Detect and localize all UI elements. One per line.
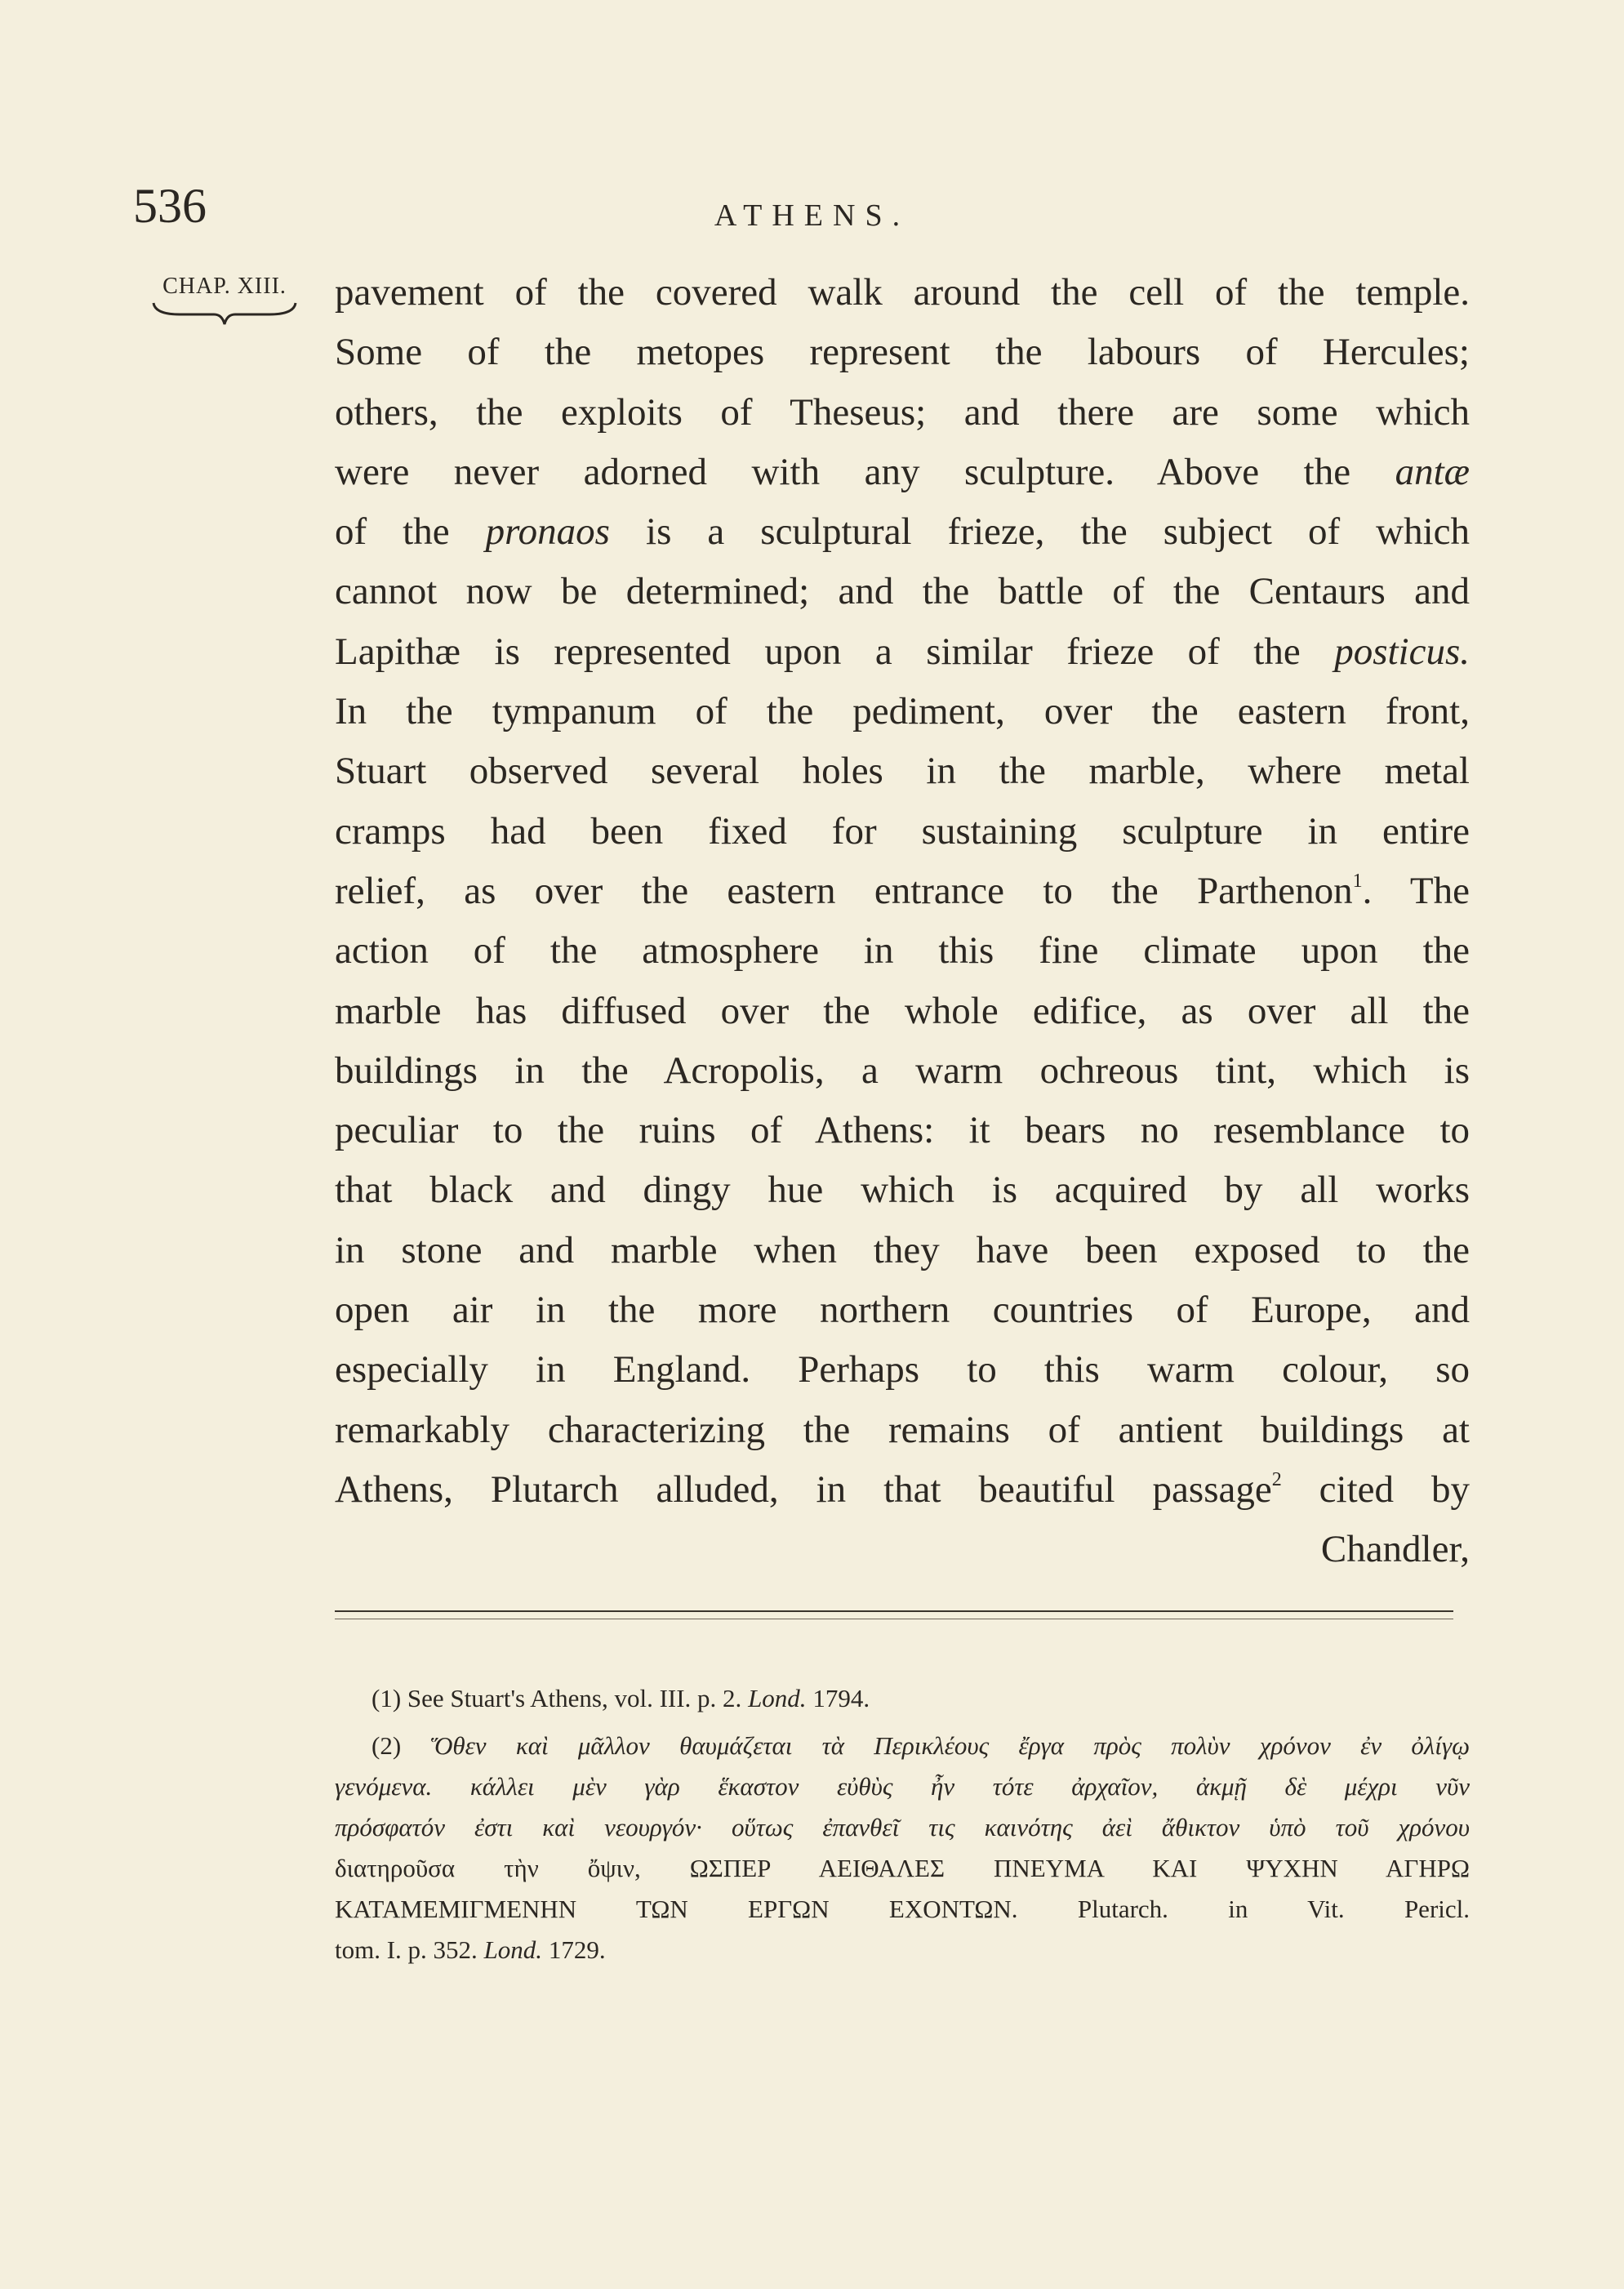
text-line: Stuart observed several holes in the marble, where metal (335, 750, 1470, 793)
greek-quotation-line: διατηροῦσα τὴν ὄψιν, ΩΣΠΕΡ ΑΕΙΘΑΛΕΣ ΠΝΕΥΜΑ ΚΑΙ ΨΥΧΗΝ ΑΓΗΡΩ (335, 1854, 1470, 1882)
italic-term-antae: antæ (1395, 450, 1470, 493)
footnote-1 (335, 1678, 1470, 1719)
text-line (335, 1460, 1470, 1520)
footnote-text: See Stuart's Athens, vol. III. p. 2. (407, 1684, 742, 1712)
text-segment: of the (335, 510, 450, 554)
text-line: action of the atmosphere in this fine climate upon the (335, 929, 1470, 973)
footnote-year: 1729. (548, 1935, 606, 1964)
chapter-marker (147, 274, 302, 332)
footnote-line (335, 1930, 1470, 1971)
footnote-marker: (1) (372, 1684, 402, 1712)
greek-quotation-line: πρόσφατόν ἐστι καὶ νεουργόν· οὕτως ἐπανθεῖ τις καινότης ἀεὶ ἄθικτον ὑπὸ τοῦ χρόνου (335, 1813, 1470, 1841)
text-line: in stone and marble when they have been exposed to the (335, 1228, 1470, 1271)
text-line: pavement of the covered walk around the cell of the temple. (335, 271, 1470, 314)
text-line (335, 443, 1470, 502)
text-line: others, the exploits of Theseus; and there are some which (335, 390, 1470, 434)
footnote-2 (335, 1726, 1470, 1971)
footnote-place: Lond. (483, 1935, 543, 1964)
text-line: that black and dingy hue which is acquired by all works (335, 1169, 1470, 1212)
main-text-column (335, 263, 1470, 1580)
text-segment: cited by (1281, 1467, 1470, 1511)
footnote-line (335, 1726, 1470, 1766)
text-segment: relief, as over the eastern entrance to the Parthenon (335, 869, 1353, 912)
footnote-reference-1[interactable]: 1 (1352, 870, 1363, 892)
chapter-brace-ornament (147, 300, 302, 332)
text-line: remarkably characterizing the remains of antient buildings at (335, 1408, 1470, 1451)
text-segment: were never adorned with any sculpture. Above the (335, 450, 1351, 493)
footnote-marker: (2) (372, 1731, 402, 1760)
text-segment: Lapithæ is represented upon a similar frieze of the (335, 630, 1301, 673)
text-segment: . The (1362, 869, 1470, 912)
footnote-divider (335, 1610, 1453, 1612)
catchword: Chandler, (1320, 1528, 1470, 1571)
italic-term-pronaos: pronaos (485, 510, 610, 554)
text-line: buildings in the Acropolis, a warm ochreous tint, which is (335, 1049, 1470, 1092)
footnote-year: 1794. (812, 1684, 870, 1712)
text-segment: is a sculptural frieze, the subject of which (646, 510, 1470, 554)
text-line (335, 862, 1470, 921)
text-line: peculiar to the ruins of Athens: it bears no resemblance to (335, 1109, 1470, 1152)
text-line: open air in the more northern countries of Europe, and (335, 1289, 1470, 1332)
text-line: In the tympanum of the pediment, over the eastern front, (335, 690, 1470, 733)
text-line (335, 502, 1470, 562)
text-line: Some of the metopes represent the labours of Hercules; (335, 331, 1470, 374)
greek-capitals: ΚΑΤΑΜΕΜΙΓΜΕΝΗΝ ΤΩΝ ΕΡΓΩΝ ΕΧΟΝΤΩΝ. (335, 1895, 1018, 1923)
footnote-volume: tom. I. p. 352. (335, 1935, 478, 1964)
footnote-citation: Plutarch. in Vit. Pericl. (1077, 1895, 1470, 1923)
text-line: marble has diffused over the whole edifice, as over all the (335, 989, 1470, 1032)
footnote-reference-2[interactable]: 2 (1271, 1468, 1282, 1490)
footnotes (335, 1678, 1470, 1971)
page-number: 536 (133, 179, 207, 233)
italic-term-posticus: posticus. (1334, 630, 1470, 673)
footnote-line (335, 1889, 1470, 1930)
footnote-place: Lond. (748, 1684, 807, 1712)
greek-quotation-line: γενόμενα. κάλλει μὲν γὰρ ἕκαστον εὐθὺς ἦν τότε ἀρχαῖον, ἀκμῇ δὲ μέχρι νῦν (335, 1772, 1470, 1801)
text-line: especially in England. Perhaps to this warm colour, so (335, 1348, 1470, 1392)
greek-quotation: Ὅθεν καὶ μᾶλλον θαυμάζεται τὰ Περικλέους ἔργα πρὸς πολὺν χρόνον ἐν ὀλίγῳ (430, 1731, 1470, 1760)
text-segment: Athens, Plutarch alluded, in that beautiful passage (335, 1467, 1272, 1511)
chapter-label: CHAP. XIII. (162, 274, 287, 299)
text-line (335, 622, 1470, 682)
text-line: cramps had been fixed for sustaining sculpture in entire (335, 809, 1470, 853)
running-title: ATHENS. (714, 198, 910, 233)
text-line: cannot now be determined; and the battle of the Centaurs and (335, 570, 1470, 613)
